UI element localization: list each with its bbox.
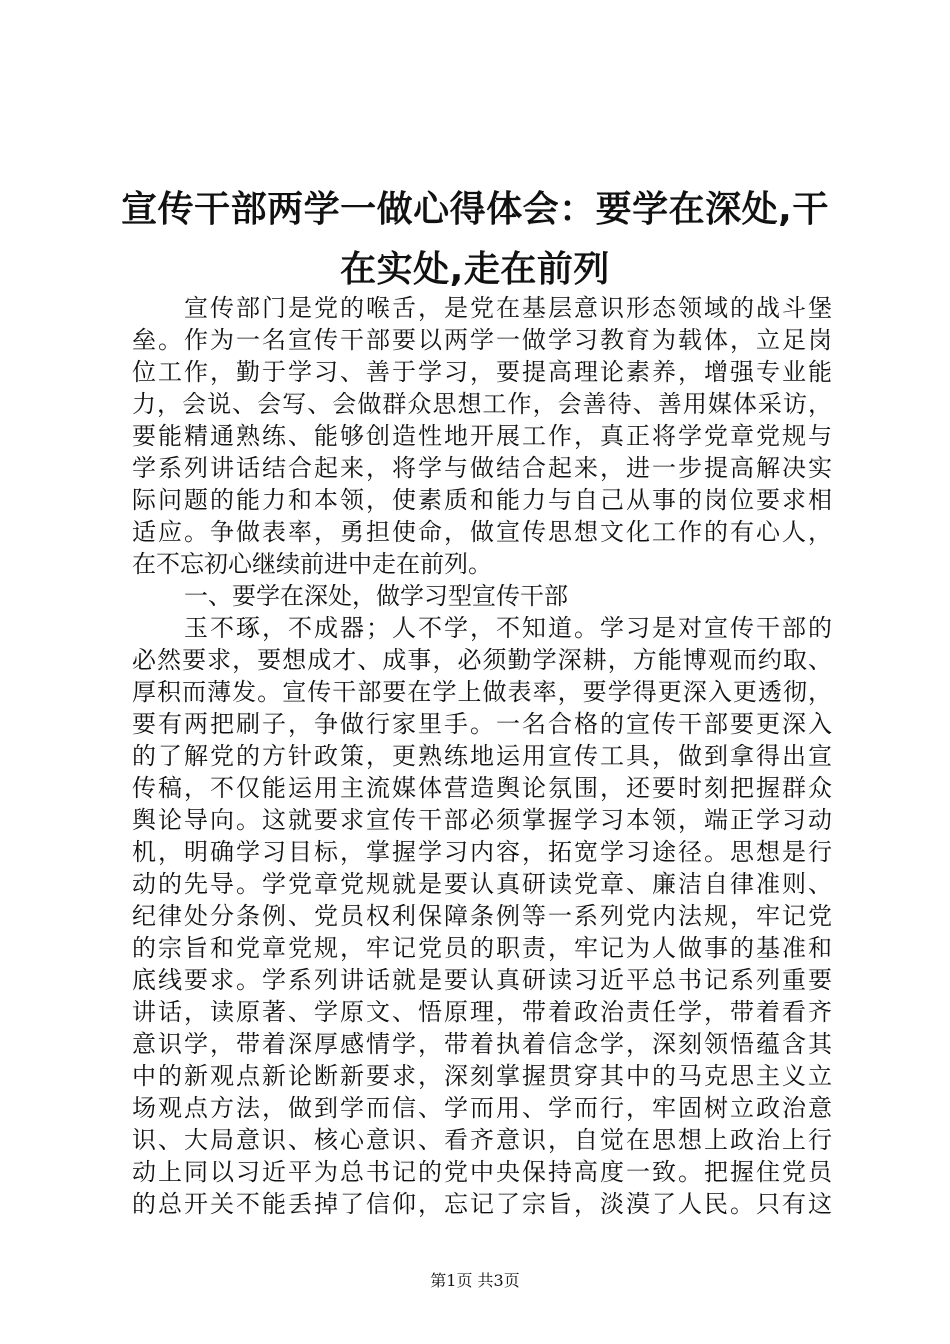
- text-line: 际问题的能力和本领，使素质和能力与自己从事的岗位要求相: [132, 486, 832, 514]
- text-line: 位工作，勤于学习、善于学习，要提高理论素养，增强专业能: [132, 358, 832, 386]
- text-line: 动上同以习近平为总书记的党中央保持高度一致。把握住党员: [132, 1158, 832, 1186]
- text-line: 动的先导。学党章党规就是要认真研读党章、廉洁自律准则、: [132, 870, 832, 898]
- text-line: 讲话，读原著、学原文、悟原理，带着政治责任学，带着看齐: [132, 998, 832, 1026]
- text-line: 宣传部门是党的喉舌，是党在基层意识形态领域的战斗堡: [184, 294, 832, 322]
- text-line: 传稿，不仅能运用主流媒体营造舆论氛围，还要时刻把握群众: [132, 774, 832, 802]
- text-line: 场观点方法，做到学而信、学而用、学而行，牢固树立政治意: [132, 1094, 832, 1122]
- page-number-footer: 第1页 共3页: [430, 1271, 520, 1290]
- text-line: 识、大局意识、核心意识、看齐意识，自觉在思想上政治上行: [132, 1126, 832, 1154]
- text-line: 的总开关不能丢掉了信仰，忘记了宗旨，淡漠了人民。只有这: [132, 1190, 832, 1218]
- text-line: 玉不琢，不成器；人不学，不知道。学习是对宣传干部的: [184, 614, 832, 642]
- text-line: 适应。争做表率，勇担使命，做宣传思想文化工作的有心人，: [132, 518, 832, 546]
- text-line: 的宗旨和党章党规，牢记党员的职责，牢记为人做事的基准和: [132, 934, 832, 962]
- document-title-line-2: 在实处,走在前列: [340, 249, 610, 290]
- text-line: 在不忘初心继续前进中走在前列。: [132, 550, 492, 578]
- text-line: 机，明确学习目标，掌握学习内容，拓宽学习途径。思想是行: [132, 838, 832, 866]
- document-title-line-1: 宣传干部两学一做心得体会：要学在深处,干: [121, 189, 829, 230]
- document-body: [132, 292, 832, 1220]
- text-line: 厚积而薄发。宣传干部要在学上做表率，要学得更深入更透彻，: [132, 678, 832, 706]
- text-line: 的了解党的方针政策，更熟练地运用宣传工具，做到拿得出宣: [132, 742, 832, 770]
- text-line: 意识学，带着深厚感情学，带着执着信念学，深刻领悟蕴含其: [132, 1030, 832, 1058]
- text-line: 力，会说、会写、会做群众思想工作，会善待、善用媒体采访，: [132, 390, 832, 418]
- section-heading: 一、要学在深处，做学习型宣传干部: [184, 582, 568, 610]
- text-line: 要能精通熟练、能够创造性地开展工作，真正将学党章党规与: [132, 422, 832, 450]
- text-line: 纪律处分条例、党员权利保障条例等一系列党内法规，牢记党: [132, 902, 832, 930]
- text-line: 学系列讲话结合起来，将学与做结合起来，进一步提高解决实: [132, 454, 832, 482]
- text-line: 底线要求。学系列讲话就是要认真研读习近平总书记系列重要: [132, 966, 832, 994]
- text-line: 要有两把刷子，争做行家里手。一名合格的宣传干部要更深入: [132, 710, 832, 738]
- text-line: 垒。作为一名宣传干部要以两学一做学习教育为载体，立足岗: [132, 326, 832, 354]
- text-line: 舆论导向。这就要求宣传干部必须掌握学习本领，端正学习动: [132, 806, 832, 834]
- text-line: 必然要求，要想成才、成事，必须勤学深耕，方能博观而约取、: [132, 646, 832, 674]
- text-line: 中的新观点新论断新要求，深刻掌握贯穿其中的马克思主义立: [132, 1062, 832, 1090]
